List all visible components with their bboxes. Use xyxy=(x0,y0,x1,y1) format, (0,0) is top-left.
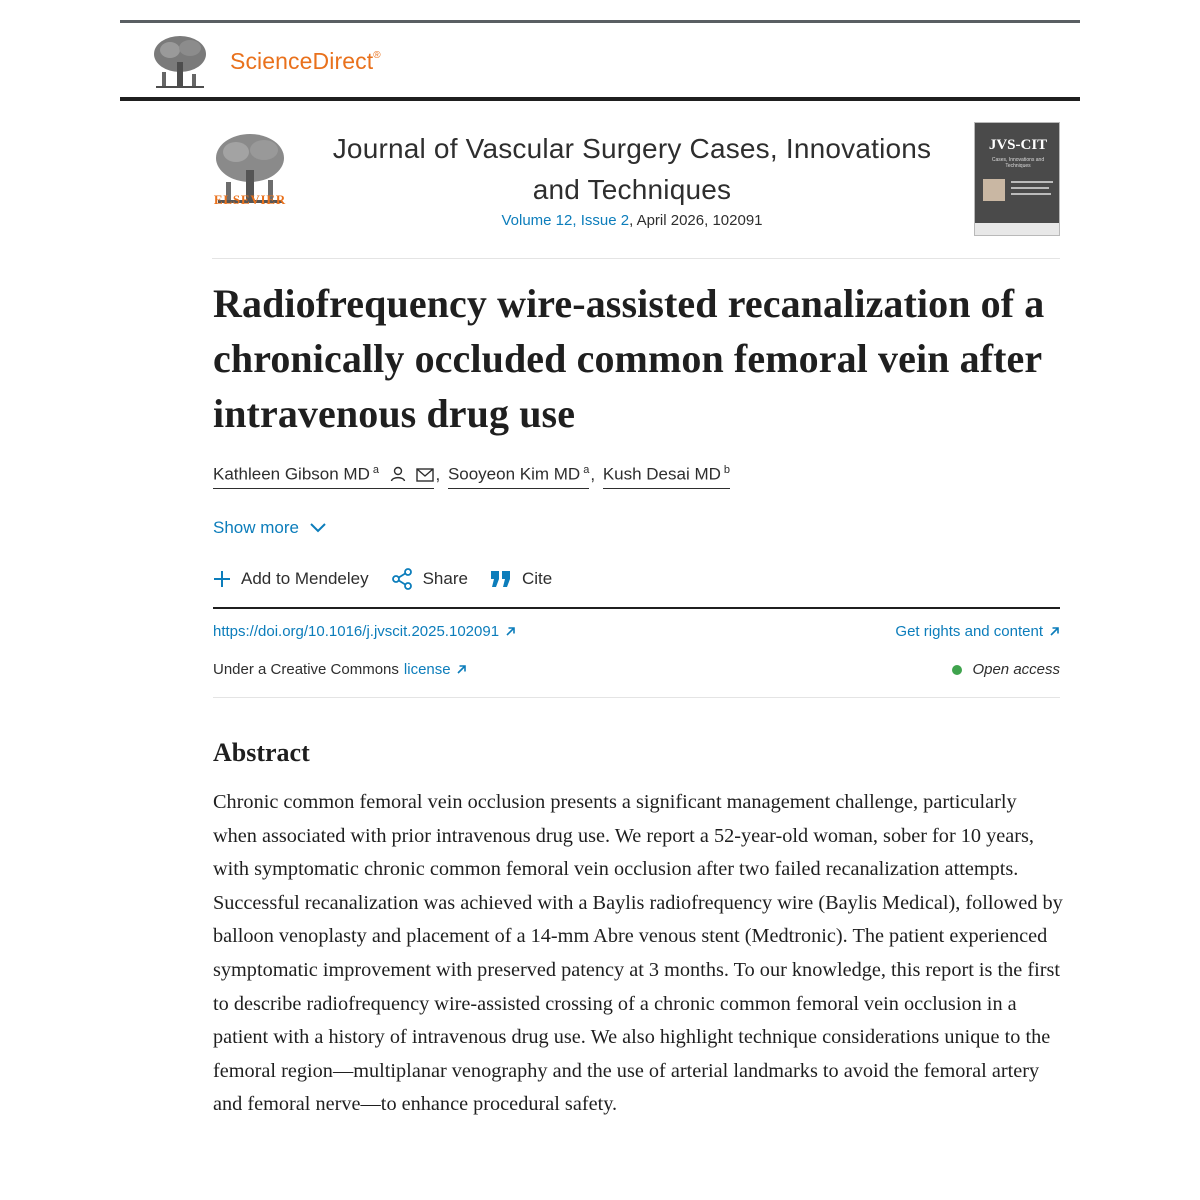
add-to-mendeley-button[interactable]: Add to Mendeley xyxy=(213,568,369,590)
abstract-text: Chronic common femoral vein occlusion presents a significant management challenge, particularly when associated with prior intravenous drug use. We report a 52-year-old woman, sober for 10 years, with symptomatic chronic common femoral vein occlusion after two failed recanalization attempts. Successful recanalization was achieved with a Baylis radiofrequency wire (Baylis Medical), followed by balloon venoplasty and placement of a 14-mm Abre venous stent (Medtronic). The patient experienced symptomatic improvement with preserved patency at 3 months. To our knowledge, this report is the first to describe radiofrequency wire-assisted crossing of a chronic common femoral vein occlusion in a patient with a history of intravenous drug use. We also highlight technique considerations unique to the femoral region—multiplanar venography and the use of arterial landmarks to avoid the femoral artery and femoral nerve—to enhance procedural safety. xyxy=(213,791,1063,1116)
plus-icon xyxy=(213,570,231,588)
journal-title[interactable]: Journal of Vascular Surgery Cases, Innovations and Techniques xyxy=(332,133,932,205)
sciencedirect-brand[interactable]: ScienceDirect® xyxy=(230,48,381,74)
cover-footer xyxy=(975,223,1060,236)
share-button[interactable]: Share xyxy=(391,568,468,590)
chevron-down-icon xyxy=(309,522,327,534)
person-icon xyxy=(390,466,406,482)
email-icon xyxy=(416,468,434,482)
volume-issue-link[interactable]: Volume 12, Issue 2 xyxy=(501,212,630,229)
cover-text-line xyxy=(1011,193,1051,195)
top-rule xyxy=(120,20,1080,23)
cite-button[interactable]: Cite xyxy=(490,568,552,590)
external-link-icon xyxy=(505,626,516,637)
author-link[interactable]: Kush Desai MD $^b$ xyxy=(603,464,730,489)
license-line: Under a Creative Commons license xyxy=(213,661,467,678)
show-more-button[interactable]: Show more xyxy=(213,518,327,538)
doi-link[interactable]: https://doi.org/10.1016/j.jvscit.2025.102091 xyxy=(213,623,516,640)
share-icon xyxy=(391,568,413,590)
cover-title: JVS-CIT xyxy=(988,137,1048,153)
get-rights-link[interactable]: Get rights and content xyxy=(895,623,1060,640)
journal-cover-image[interactable] xyxy=(974,122,1060,236)
open-access-dot-icon xyxy=(952,665,962,675)
journal-banner xyxy=(212,112,1060,258)
author-separator: , xyxy=(435,464,441,484)
article-toolbar xyxy=(213,568,552,590)
article-title: Radiofrequency wire-assisted recanalization of a chronically occluded common femoral vein after intravenous drug use xyxy=(213,281,1045,436)
cover-text-line xyxy=(1011,181,1053,183)
open-access-badge: Open access xyxy=(952,661,1060,678)
author-link[interactable]: Sooyeon Kim MD $^a$ xyxy=(448,464,589,489)
sciencedirect-header xyxy=(120,24,1080,98)
header-rule xyxy=(120,97,1080,101)
cover-text-line xyxy=(1011,187,1049,189)
author-separator: , xyxy=(590,464,596,484)
external-link-icon xyxy=(456,664,467,675)
cover-photo xyxy=(983,179,1005,201)
issue-line xyxy=(312,212,952,229)
journal-separator xyxy=(212,258,1060,259)
elsevier-wordmark: ELSEVIER xyxy=(213,192,287,207)
elsevier-tree-logo-icon[interactable] xyxy=(150,32,210,92)
author-link[interactable]: Kathleen Gibson MD $^a$ xyxy=(213,464,434,489)
external-link-icon xyxy=(1049,626,1060,637)
toolbar-rule xyxy=(213,607,1060,609)
license-link[interactable]: license xyxy=(403,661,451,678)
issue-date: , April 2026, 102091 xyxy=(629,212,763,229)
abstract-heading: Abstract xyxy=(213,738,310,767)
quote-icon xyxy=(490,570,512,588)
meta-rule xyxy=(213,697,1060,698)
cover-subtitle: Cases, Innovations and Techniques xyxy=(991,157,1045,169)
author-list xyxy=(213,464,1073,489)
